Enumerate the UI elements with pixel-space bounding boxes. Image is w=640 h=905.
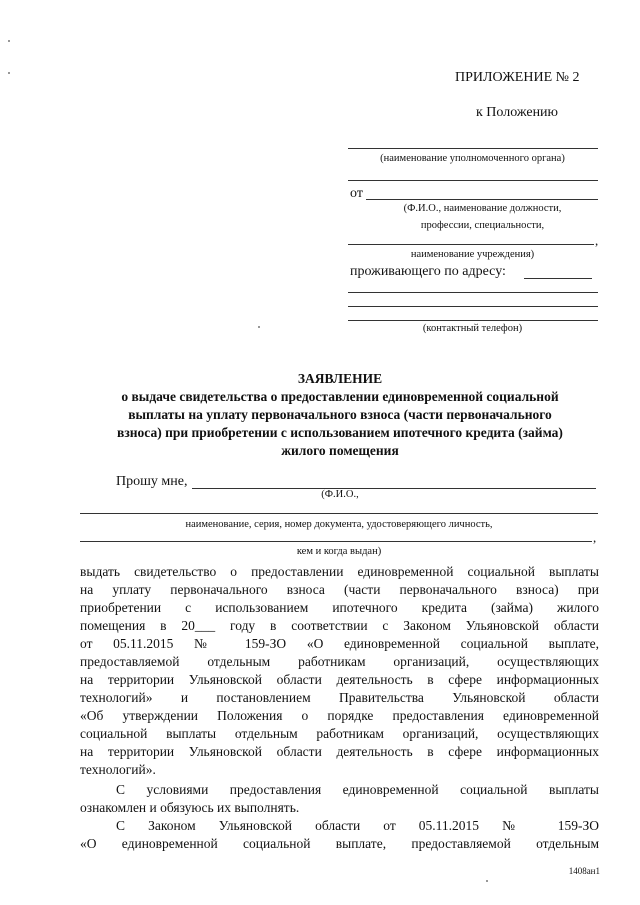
authority-line-2 bbox=[348, 180, 598, 181]
body-line: ознакомлен и обязуюсь их выполнять. bbox=[80, 800, 300, 815]
title-line-1: о выдаче свидетельства о предоставлении единовременной социальной bbox=[121, 389, 559, 404]
authority-line bbox=[348, 148, 598, 149]
from-label: от bbox=[350, 186, 363, 201]
document-heading: ЗАЯВЛЕНИЕ bbox=[297, 371, 383, 386]
authority-caption: (наименование уполномоченного органа) bbox=[380, 153, 565, 164]
title-line-4: жилого помещения bbox=[281, 443, 399, 458]
body-line: на уплату первоначального взноса (части первоначального взноса) при bbox=[80, 582, 599, 597]
person-caption-2: профессии, специальности, bbox=[420, 220, 545, 231]
phone-line bbox=[348, 320, 598, 321]
title-line-3: взноса) при приобретении с использованием ипотечного кредита (займа) bbox=[117, 425, 563, 440]
title-line-2: выплаты на уплату первоначального взноса (части первоначального bbox=[128, 407, 552, 422]
from-line bbox=[366, 199, 598, 200]
regulation-reference: к Положению bbox=[476, 105, 559, 120]
scan-speck bbox=[8, 72, 10, 74]
body-line: социальной выплаты отдельным работникам организаций, осуществляющих bbox=[80, 726, 599, 741]
body-line: на территории Ульяновской области деятельность в сфере информационных bbox=[80, 744, 599, 759]
address-line-1 bbox=[524, 278, 592, 279]
appendix-number: ПРИЛОЖЕНИЕ № 2 bbox=[455, 70, 580, 85]
institution-comma: , bbox=[595, 233, 599, 248]
body-line: С Законом Ульяновской области от 05.11.2015 № 159-ЗО bbox=[116, 818, 599, 833]
institution-line bbox=[348, 244, 594, 245]
phone-caption: (контактный телефон) bbox=[422, 323, 523, 334]
body-line: помещения в 20___ году в соответствии с Законом Ульяновской области bbox=[80, 618, 599, 633]
body-line: технологий» и постановлением Правительства Ульяновской области bbox=[80, 690, 599, 705]
doc-line bbox=[80, 513, 598, 514]
body-line: предоставляемой отдельным работникам организаций, осуществляющих bbox=[80, 654, 599, 669]
body-line: приобретении с использованием ипотечного кредита (займа) жилого bbox=[80, 600, 599, 615]
fio-caption: (Ф.И.О., bbox=[321, 489, 359, 500]
body-line: С условиями предоставления единовременной социальной выплаты bbox=[116, 782, 599, 797]
body-line: выдать свидетельство о предоставлении единовременной социальной выплаты bbox=[80, 564, 599, 579]
issued-line bbox=[80, 541, 592, 542]
body-line: от 05.11.2015 № 159-ЗО «О единовременной социальной выплате, bbox=[80, 636, 599, 651]
address-label: проживающего по адресу: bbox=[350, 264, 506, 279]
body-line: на территории Ульяновской области деятельность в сфере информационных bbox=[80, 672, 599, 687]
address-line-3 bbox=[348, 306, 598, 307]
body-line: технологий». bbox=[80, 762, 156, 777]
institution-caption: наименование учреждения) bbox=[410, 249, 535, 260]
body-line: «Об утверждении Положения о порядке предоставления единовременной bbox=[80, 708, 599, 723]
scan-speck bbox=[258, 326, 260, 328]
scan-speck bbox=[8, 40, 10, 42]
issued-comma: , bbox=[593, 530, 597, 545]
address-line-2 bbox=[348, 292, 598, 293]
issued-caption: кем и когда выдан) bbox=[296, 546, 382, 557]
body-line: «О единовременной социальной выплате, предоставляемой отдельным bbox=[80, 836, 599, 851]
scan-speck bbox=[486, 880, 488, 882]
doc-caption: наименование, серия, номер документа, удостоверяющего личность, bbox=[185, 519, 493, 530]
footer-code: 1408ан1 bbox=[568, 866, 600, 876]
request-prefix: Прошу мне, bbox=[116, 474, 188, 489]
person-caption-1: (Ф.И.О., наименование должности, bbox=[403, 203, 562, 214]
